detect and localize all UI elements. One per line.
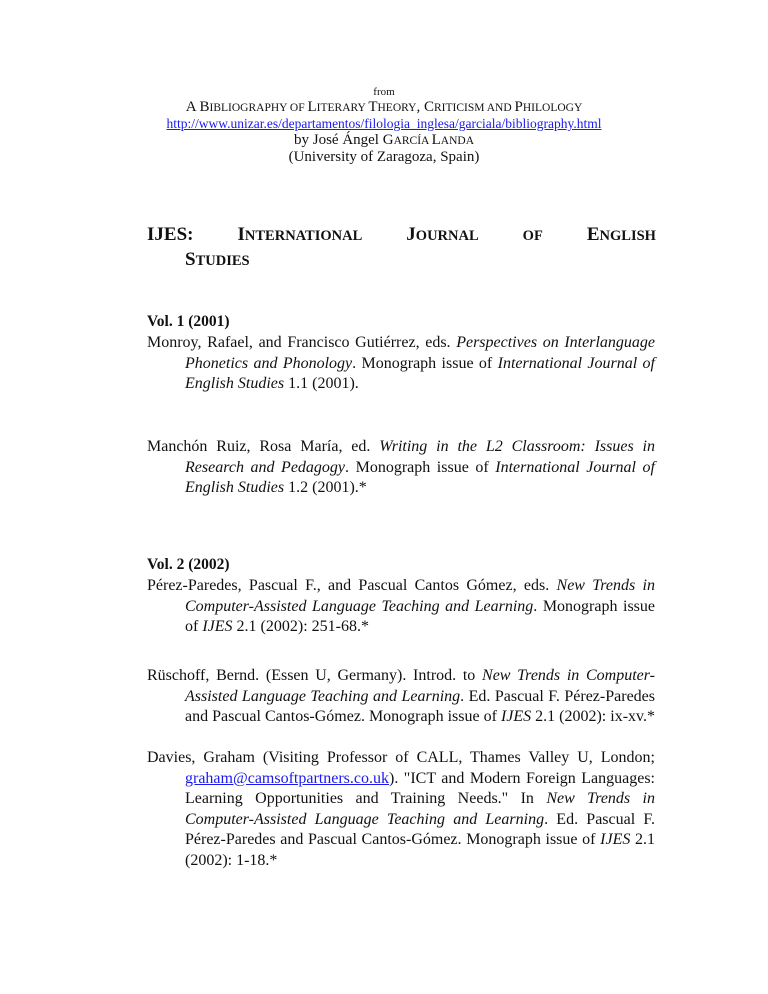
bibliography-title — [0, 99, 768, 116]
from-label: from — [373, 86, 395, 98]
title-part: HILOLOGY — [522, 102, 583, 114]
title-part: P — [514, 99, 523, 115]
title-part: ITERARY — [316, 102, 369, 114]
title-part: A — [185, 99, 200, 115]
author-prefix: by José Ángel — [293, 132, 383, 148]
email-link[interactable]: graham@camsoftpartners.co.uk — [185, 769, 389, 787]
document-header — [0, 86, 768, 165]
title-word: IJES: — [147, 224, 194, 245]
bibliography-url-link[interactable]: http://www.unizar.es/departamentos/filologia_inglesa/garciala/bibliography.html — [166, 116, 602, 131]
title-part: IBLIOGRAPHY OF — [209, 102, 308, 114]
title-word: OF — [522, 228, 543, 244]
bibliography-entry: Pérez-Paredes, Pascual F., and Pascual Cantos Gómez, eds. New Trends in Computer-Assisted Language Teaching and Learning. Monograph issue of IJES 2.1 (2002): 251-68.* — [147, 577, 655, 635]
bibliography-entry: Davies, Graham (Visiting Professor of CALL, Thames Valley U, London; graham@camsoftpartners.co.uk). "ICT and Modern Foreign Languages: Learning Opportunities and Training Needs." In New Trends in Computer-Assisted Language Teaching and Learning. Ed. Pascual F. Pérez-Paredes and Pascual Cantos-Gómez. Monograph issue of IJES 2.1 (2002): 1-18.* — [147, 749, 655, 869]
title-word: INTERNATIONAL — [237, 224, 363, 245]
title-part: , C — [416, 99, 434, 115]
title-part: B — [199, 99, 210, 115]
title-word: STUDIES — [185, 249, 250, 270]
author-name-part: ANDA — [440, 135, 475, 147]
title-part: RITICISM AND — [434, 102, 515, 114]
author-line — [0, 132, 768, 149]
section-heading-vol-1: Vol. 1 (2001) — [147, 313, 230, 330]
bibliography-entry: Rüschoff, Bernd. (Essen U, Germany). Introd. to New Trends in Computer-Assisted Language Teaching and Learning. Ed. Pascual F. Pérez-Paredes and Pascual Cantos-Gómez. Monograph issue of IJES 2.1 (2002): ix-xv.* — [147, 667, 655, 725]
title-word: JOURNAL — [406, 224, 479, 245]
author-name-part: L — [431, 132, 441, 148]
bibliography-entry: Manchón Ruiz, Rosa María, ed. Writing in the L2 Classroom: Issues in Research and Pedagogy. Monograph issue of International Journal of English Studies 1.2 (2001).* — [147, 438, 656, 496]
title-part: T — [368, 99, 378, 115]
url-line — [0, 116, 768, 132]
bibliography-entry: Monroy, Rafael, and Francisco Gutiérrez, eds. Perspectives on Interlanguage Phonetics and Phonology. Monograph issue of International Journal of English Studies 1.1 (2001). — [147, 334, 655, 392]
author-name-part: G — [382, 132, 394, 148]
page-title — [147, 223, 656, 273]
title-part: HEORY — [377, 102, 417, 114]
title-word: ENGLISH — [586, 224, 656, 245]
section-heading-vol-2: Vol. 2 (2002) — [147, 556, 230, 573]
author-name-part: ARCÍA — [393, 135, 432, 147]
title-part: L — [307, 99, 317, 115]
affiliation: (University of Zaragoza, Spain) — [288, 149, 480, 165]
